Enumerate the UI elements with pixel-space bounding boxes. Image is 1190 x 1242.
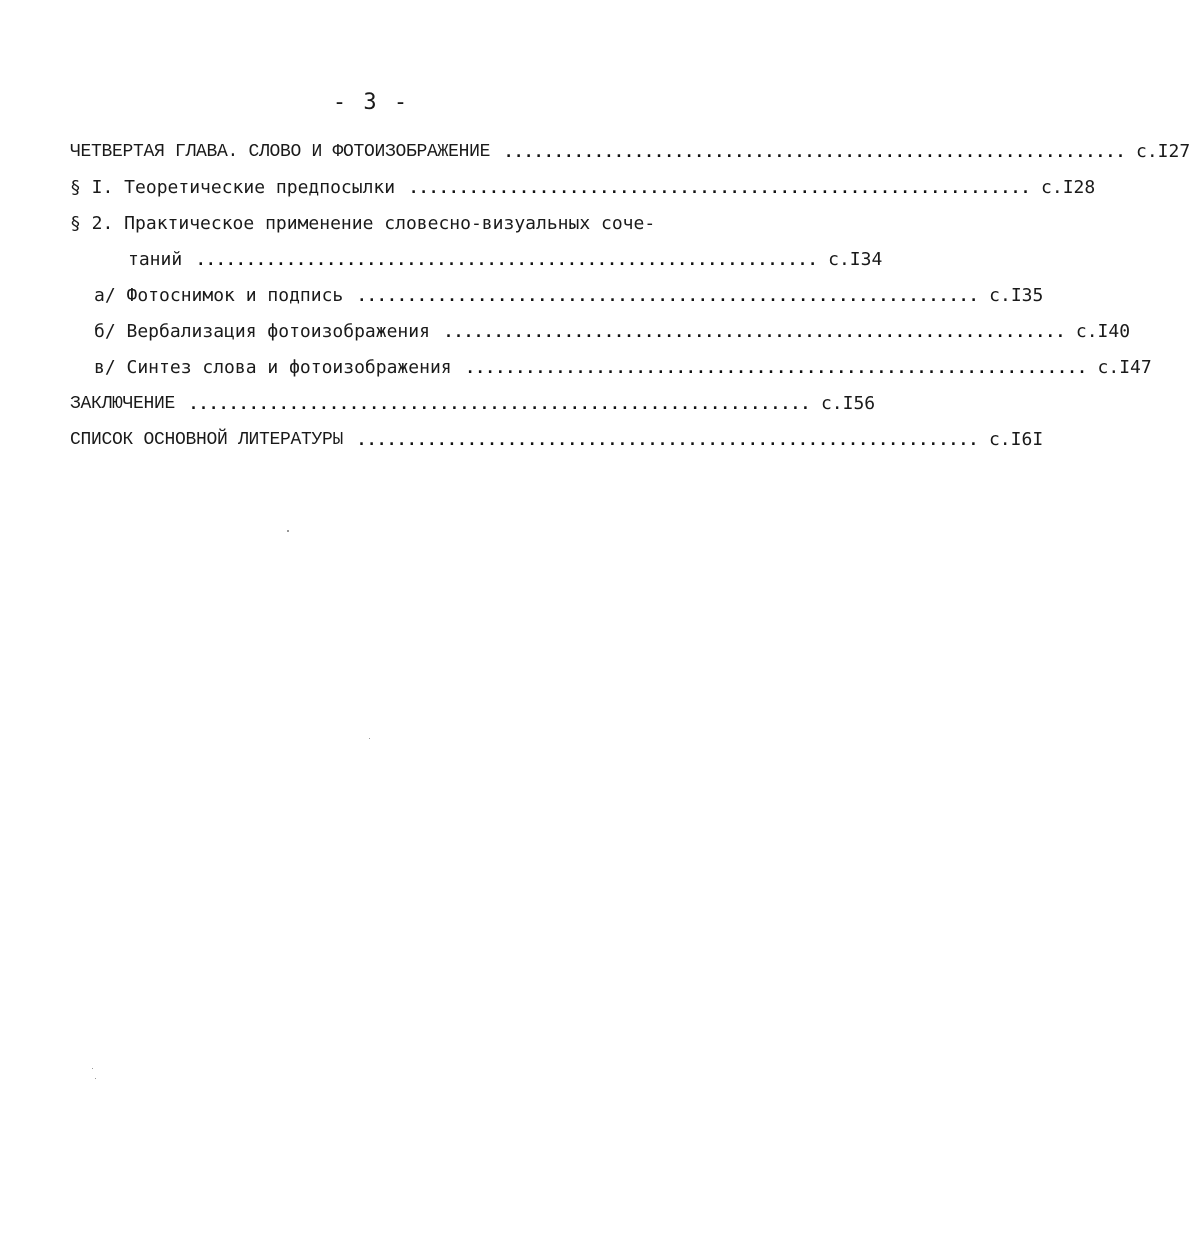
toc-entry-section-2 [70,210,670,238]
toc-entry-title: таний [128,249,183,270]
toc-entry-title: а/ Фотоснимок и подпись [94,285,344,306]
toc-entry-chapter-4 [70,138,1190,166]
scan-speck [369,738,370,739]
toc-entry-page: с.I6I [988,429,1044,450]
toc-entry-subsection-v [94,354,1152,382]
toc-entry-page: с.I27 [1136,141,1190,162]
toc-entry-subsection-b [94,318,1131,346]
leader-dots: .............................................................. [357,287,980,305]
toc-entry-section-1 [70,174,1096,202]
toc-entry-title: ЗАКЛЮЧЕНИЕ [70,394,176,414]
leader-dots: .............................................................. [357,431,979,449]
toc-entry-title: § I. Теоретические предпосылки [70,177,396,198]
toc-entry-title: СПИСОК ОСНОВНОЙ ЛИТЕРАТУРЫ [70,430,344,450]
toc-entry-title: в/ Синтез слова и фотоизображения [94,357,452,378]
toc-entry-subsection-a [94,282,1044,310]
toc-entry-title: ЧЕТВЕРТАЯ ГЛАВА. СЛОВО И ФОТОИЗОБРАЖЕНИЕ [70,142,491,162]
scan-speck [287,530,289,532]
toc-entry-page: с.I56 [820,393,876,414]
leader-dots: .............................................................. [504,143,1126,161]
leader-dots: .............................................................. [465,359,1088,377]
toc-entry-page: с.I28 [1041,177,1096,198]
leader-dots: .............................................................. [443,323,1066,341]
toc-entry-title: б/ Вербализация фотоизображения [94,321,430,342]
scan-speck [95,1078,96,1079]
leader-dots: .............................................................. [196,251,819,269]
toc-entry-page: с.I34 [828,249,883,270]
leader-dots: .............................................................. [409,179,1032,197]
scan-speck [92,1068,93,1069]
toc-entry-page: с.I35 [989,285,1044,306]
toc-entry-conclusion [70,390,876,418]
page-number: - 3 - [332,90,410,115]
toc-entry-bibliography [70,426,1044,454]
toc-entry-title: § 2. Практическое применение словесно-визуальных соче- [70,213,656,234]
toc-entry-page: с.I47 [1097,357,1152,378]
leader-dots: .............................................................. [189,395,811,413]
toc-entry-page: с.I40 [1075,321,1131,342]
toc-entry-section-2-continued [128,246,883,274]
